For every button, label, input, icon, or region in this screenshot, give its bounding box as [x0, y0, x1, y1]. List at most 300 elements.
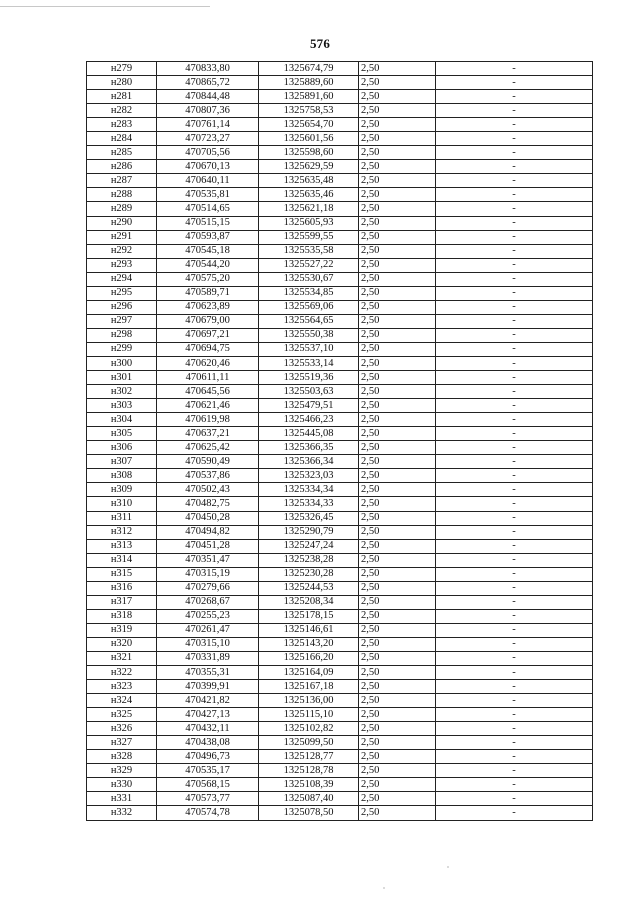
point-id-cell: н306: [87, 441, 157, 455]
accuracy-cell: 2,50: [359, 342, 436, 356]
accuracy-cell: 2,50: [359, 736, 436, 750]
accuracy-cell: 2,50: [359, 511, 436, 525]
point-id-cell: н330: [87, 778, 157, 792]
note-cell: -: [436, 132, 593, 146]
x-coordinate-cell: 470670,13: [157, 160, 259, 174]
x-coordinate-cell: 470568,15: [157, 778, 259, 792]
x-coordinate-cell: 470535,81: [157, 188, 259, 202]
x-coordinate-cell: 470438,08: [157, 736, 259, 750]
x-coordinate-cell: 470494,82: [157, 525, 259, 539]
point-id-cell: н317: [87, 595, 157, 609]
y-coordinate-cell: 1325146,61: [259, 623, 359, 637]
table-row: [87, 286, 593, 300]
y-coordinate-cell: 1325537,10: [259, 342, 359, 356]
accuracy-cell: 2,50: [359, 385, 436, 399]
point-id-cell: н323: [87, 680, 157, 694]
y-coordinate-cell: 1325889,60: [259, 76, 359, 90]
point-id-cell: н302: [87, 385, 157, 399]
note-cell: -: [436, 328, 593, 342]
table-row: [87, 427, 593, 441]
accuracy-cell: 2,50: [359, 202, 436, 216]
x-coordinate-cell: 470637,21: [157, 427, 259, 441]
x-coordinate-cell: 470261,47: [157, 623, 259, 637]
point-id-cell: н287: [87, 174, 157, 188]
x-coordinate-cell: 470611,11: [157, 371, 259, 385]
accuracy-cell: 2,50: [359, 680, 436, 694]
accuracy-cell: 2,50: [359, 623, 436, 637]
table-row: [87, 609, 593, 623]
note-cell: -: [436, 694, 593, 708]
y-coordinate-cell: 1325247,24: [259, 539, 359, 553]
note-cell: -: [436, 413, 593, 427]
accuracy-cell: 2,50: [359, 356, 436, 370]
accuracy-cell: 2,50: [359, 76, 436, 90]
y-coordinate-cell: 1325530,67: [259, 272, 359, 286]
y-coordinate-cell: 1325128,77: [259, 750, 359, 764]
x-coordinate-cell: 470432,11: [157, 722, 259, 736]
table-row: [87, 623, 593, 637]
accuracy-cell: 2,50: [359, 427, 436, 441]
y-coordinate-cell: 1325534,85: [259, 286, 359, 300]
table-row: [87, 356, 593, 370]
note-cell: -: [436, 441, 593, 455]
point-id-cell: н331: [87, 792, 157, 806]
point-id-cell: н297: [87, 314, 157, 328]
x-coordinate-cell: 470451,28: [157, 539, 259, 553]
table-row: [87, 413, 593, 427]
y-coordinate-cell: 1325167,18: [259, 680, 359, 694]
accuracy-cell: 2,50: [359, 62, 436, 76]
table-row: [87, 399, 593, 413]
table-row: [87, 708, 593, 722]
table-row: [87, 118, 593, 132]
y-coordinate-cell: 1325635,46: [259, 188, 359, 202]
accuracy-cell: 2,50: [359, 104, 436, 118]
x-coordinate-cell: 470315,19: [157, 567, 259, 581]
x-coordinate-cell: 470355,31: [157, 666, 259, 680]
x-coordinate-cell: 470705,56: [157, 146, 259, 160]
note-cell: -: [436, 399, 593, 413]
x-coordinate-cell: 470620,46: [157, 356, 259, 370]
x-coordinate-cell: 470589,71: [157, 286, 259, 300]
y-coordinate-cell: 1325674,79: [259, 62, 359, 76]
y-coordinate-cell: 1325564,65: [259, 314, 359, 328]
point-id-cell: н289: [87, 202, 157, 216]
point-id-cell: н296: [87, 300, 157, 314]
accuracy-cell: 2,50: [359, 132, 436, 146]
accuracy-cell: 2,50: [359, 581, 436, 595]
y-coordinate-cell: 1325115,10: [259, 708, 359, 722]
x-coordinate-cell: 470399,91: [157, 680, 259, 694]
y-coordinate-cell: 1325598,60: [259, 146, 359, 160]
y-coordinate-cell: 1325466,23: [259, 413, 359, 427]
accuracy-cell: 2,50: [359, 118, 436, 132]
y-coordinate-cell: 1325099,50: [259, 736, 359, 750]
point-id-cell: н291: [87, 230, 157, 244]
note-cell: -: [436, 525, 593, 539]
x-coordinate-cell: 470593,87: [157, 230, 259, 244]
table-row: [87, 188, 593, 202]
table-row: [87, 371, 593, 385]
x-coordinate-cell: 470351,47: [157, 553, 259, 567]
x-coordinate-cell: 470623,89: [157, 300, 259, 314]
x-coordinate-cell: 470807,36: [157, 104, 259, 118]
accuracy-cell: 2,50: [359, 553, 436, 567]
x-coordinate-cell: 470537,86: [157, 469, 259, 483]
accuracy-cell: 2,50: [359, 651, 436, 665]
table-row: [87, 750, 593, 764]
x-coordinate-cell: 470574,78: [157, 806, 259, 820]
table-row: [87, 778, 593, 792]
note-cell: -: [436, 371, 593, 385]
note-cell: -: [436, 651, 593, 665]
table-row: [87, 328, 593, 342]
x-coordinate-cell: 470427,13: [157, 708, 259, 722]
x-coordinate-cell: 470515,15: [157, 216, 259, 230]
note-cell: -: [436, 146, 593, 160]
table-row: [87, 764, 593, 778]
point-id-cell: н314: [87, 553, 157, 567]
note-cell: -: [436, 511, 593, 525]
table-row: [87, 160, 593, 174]
table-row: [87, 258, 593, 272]
note-cell: -: [436, 202, 593, 216]
accuracy-cell: 2,50: [359, 244, 436, 258]
scan-top-rule: [0, 6, 210, 7]
note-cell: -: [436, 806, 593, 820]
accuracy-cell: 2,50: [359, 525, 436, 539]
accuracy-cell: 2,50: [359, 539, 436, 553]
accuracy-cell: 2,50: [359, 666, 436, 680]
accuracy-cell: 2,50: [359, 497, 436, 511]
y-coordinate-cell: 1325527,22: [259, 258, 359, 272]
note-cell: -: [436, 553, 593, 567]
y-coordinate-cell: 1325128,78: [259, 764, 359, 778]
note-cell: -: [436, 258, 593, 272]
note-cell: -: [436, 118, 593, 132]
table-row: [87, 637, 593, 651]
note-cell: -: [436, 300, 593, 314]
y-coordinate-cell: 1325445,08: [259, 427, 359, 441]
accuracy-cell: 2,50: [359, 637, 436, 651]
x-coordinate-cell: 470723,27: [157, 132, 259, 146]
y-coordinate-cell: 1325605,93: [259, 216, 359, 230]
x-coordinate-cell: 470496,73: [157, 750, 259, 764]
x-coordinate-cell: 470625,42: [157, 441, 259, 455]
point-id-cell: н322: [87, 666, 157, 680]
table-row: [87, 202, 593, 216]
x-coordinate-cell: 470279,66: [157, 581, 259, 595]
point-id-cell: н305: [87, 427, 157, 441]
point-id-cell: н325: [87, 708, 157, 722]
accuracy-cell: 2,50: [359, 764, 436, 778]
note-cell: -: [436, 90, 593, 104]
y-coordinate-cell: 1325087,40: [259, 792, 359, 806]
note-cell: -: [436, 567, 593, 581]
x-coordinate-cell: 470315,10: [157, 637, 259, 651]
point-id-cell: н286: [87, 160, 157, 174]
accuracy-cell: 2,50: [359, 160, 436, 174]
accuracy-cell: 2,50: [359, 806, 436, 820]
table-row: [87, 90, 593, 104]
point-id-cell: н316: [87, 581, 157, 595]
point-id-cell: н321: [87, 651, 157, 665]
point-id-cell: н308: [87, 469, 157, 483]
y-coordinate-cell: 1325290,79: [259, 525, 359, 539]
accuracy-cell: 2,50: [359, 188, 436, 202]
x-coordinate-cell: 470833,80: [157, 62, 259, 76]
note-cell: -: [436, 76, 593, 90]
table-row: [87, 244, 593, 258]
x-coordinate-cell: 470679,00: [157, 314, 259, 328]
y-coordinate-cell: 1325238,28: [259, 553, 359, 567]
y-coordinate-cell: 1325533,14: [259, 356, 359, 370]
x-coordinate-cell: 470694,75: [157, 342, 259, 356]
note-cell: -: [436, 469, 593, 483]
table-row: [87, 651, 593, 665]
y-coordinate-cell: 1325621,18: [259, 202, 359, 216]
table-row: [87, 511, 593, 525]
x-coordinate-cell: 470844,48: [157, 90, 259, 104]
x-coordinate-cell: 470502,43: [157, 483, 259, 497]
y-coordinate-cell: 1325326,45: [259, 511, 359, 525]
table-row: [87, 314, 593, 328]
note-cell: -: [436, 680, 593, 694]
note-cell: -: [436, 356, 593, 370]
accuracy-cell: 2,50: [359, 595, 436, 609]
table-row: [87, 342, 593, 356]
point-id-cell: н329: [87, 764, 157, 778]
note-cell: -: [436, 708, 593, 722]
accuracy-cell: 2,50: [359, 441, 436, 455]
table-row: [87, 666, 593, 680]
accuracy-cell: 2,50: [359, 174, 436, 188]
note-cell: -: [436, 188, 593, 202]
note-cell: -: [436, 666, 593, 680]
table-row: [87, 806, 593, 820]
point-id-cell: н298: [87, 328, 157, 342]
y-coordinate-cell: 1325102,82: [259, 722, 359, 736]
note-cell: -: [436, 174, 593, 188]
y-coordinate-cell: 1325654,70: [259, 118, 359, 132]
point-id-cell: н318: [87, 609, 157, 623]
y-coordinate-cell: 1325323,03: [259, 469, 359, 483]
x-coordinate-cell: 470450,28: [157, 511, 259, 525]
accuracy-cell: 2,50: [359, 750, 436, 764]
table-row: [87, 539, 593, 553]
accuracy-cell: 2,50: [359, 272, 436, 286]
table-row: [87, 216, 593, 230]
x-coordinate-cell: 470421,82: [157, 694, 259, 708]
x-coordinate-cell: 470621,46: [157, 399, 259, 413]
point-id-cell: н313: [87, 539, 157, 553]
scan-speck: [447, 866, 449, 868]
note-cell: -: [436, 286, 593, 300]
y-coordinate-cell: 1325479,51: [259, 399, 359, 413]
y-coordinate-cell: 1325244,53: [259, 581, 359, 595]
point-id-cell: н326: [87, 722, 157, 736]
y-coordinate-cell: 1325334,34: [259, 483, 359, 497]
note-cell: -: [436, 427, 593, 441]
note-cell: -: [436, 623, 593, 637]
accuracy-cell: 2,50: [359, 722, 436, 736]
y-coordinate-cell: 1325599,55: [259, 230, 359, 244]
table-row: [87, 595, 593, 609]
point-id-cell: н279: [87, 62, 157, 76]
note-cell: -: [436, 272, 593, 286]
y-coordinate-cell: 1325164,09: [259, 666, 359, 680]
x-coordinate-cell: 470535,17: [157, 764, 259, 778]
accuracy-cell: 2,50: [359, 469, 436, 483]
table-row: [87, 792, 593, 806]
note-cell: -: [436, 497, 593, 511]
y-coordinate-cell: 1325108,39: [259, 778, 359, 792]
y-coordinate-cell: 1325629,59: [259, 160, 359, 174]
note-cell: -: [436, 609, 593, 623]
table-row: [87, 441, 593, 455]
table-row: [87, 174, 593, 188]
accuracy-cell: 2,50: [359, 314, 436, 328]
y-coordinate-cell: 1325166,20: [259, 651, 359, 665]
accuracy-cell: 2,50: [359, 792, 436, 806]
x-coordinate-cell: 470331,89: [157, 651, 259, 665]
x-coordinate-cell: 470514,65: [157, 202, 259, 216]
y-coordinate-cell: 1325136,00: [259, 694, 359, 708]
note-cell: -: [436, 104, 593, 118]
y-coordinate-cell: 1325519,36: [259, 371, 359, 385]
table-row: [87, 497, 593, 511]
point-id-cell: н310: [87, 497, 157, 511]
y-coordinate-cell: 1325891,60: [259, 90, 359, 104]
point-id-cell: н307: [87, 455, 157, 469]
point-id-cell: н280: [87, 76, 157, 90]
point-id-cell: н283: [87, 118, 157, 132]
point-id-cell: н319: [87, 623, 157, 637]
table-row: [87, 76, 593, 90]
table-row: [87, 581, 593, 595]
table-row: [87, 694, 593, 708]
note-cell: -: [436, 62, 593, 76]
x-coordinate-cell: 470545,18: [157, 244, 259, 258]
table-row: [87, 385, 593, 399]
accuracy-cell: 2,50: [359, 708, 436, 722]
y-coordinate-cell: 1325366,34: [259, 455, 359, 469]
note-cell: -: [436, 764, 593, 778]
accuracy-cell: 2,50: [359, 483, 436, 497]
point-id-cell: н327: [87, 736, 157, 750]
note-cell: -: [436, 385, 593, 399]
y-coordinate-cell: 1325635,48: [259, 174, 359, 188]
x-coordinate-cell: 470573,77: [157, 792, 259, 806]
x-coordinate-cell: 470482,75: [157, 497, 259, 511]
point-id-cell: н311: [87, 511, 157, 525]
table-row: [87, 722, 593, 736]
table-row: [87, 146, 593, 160]
table-row: [87, 680, 593, 694]
accuracy-cell: 2,50: [359, 230, 436, 244]
accuracy-cell: 2,50: [359, 609, 436, 623]
table-row: [87, 230, 593, 244]
accuracy-cell: 2,50: [359, 455, 436, 469]
point-id-cell: н301: [87, 371, 157, 385]
y-coordinate-cell: 1325230,28: [259, 567, 359, 581]
point-id-cell: н290: [87, 216, 157, 230]
page-number: 576: [309, 36, 331, 51]
accuracy-cell: 2,50: [359, 90, 436, 104]
table-row: [87, 62, 593, 76]
note-cell: -: [436, 778, 593, 792]
scan-speck: [383, 887, 385, 889]
point-id-cell: н294: [87, 272, 157, 286]
point-id-cell: н315: [87, 567, 157, 581]
table-row: [87, 553, 593, 567]
accuracy-cell: 2,50: [359, 567, 436, 581]
point-id-cell: н328: [87, 750, 157, 764]
table-row: [87, 525, 593, 539]
note-cell: -: [436, 736, 593, 750]
table-row: [87, 272, 593, 286]
note-cell: -: [436, 792, 593, 806]
table-row: [87, 132, 593, 146]
point-id-cell: н300: [87, 356, 157, 370]
x-coordinate-cell: 470590,49: [157, 455, 259, 469]
table-row: [87, 483, 593, 497]
note-cell: -: [436, 637, 593, 651]
table-row: [87, 567, 593, 581]
point-id-cell: н324: [87, 694, 157, 708]
x-coordinate-cell: 470761,14: [157, 118, 259, 132]
x-coordinate-cell: 470697,21: [157, 328, 259, 342]
y-coordinate-cell: 1325078,50: [259, 806, 359, 820]
point-id-cell: н303: [87, 399, 157, 413]
point-id-cell: н309: [87, 483, 157, 497]
x-coordinate-cell: 470268,67: [157, 595, 259, 609]
x-coordinate-cell: 470865,72: [157, 76, 259, 90]
y-coordinate-cell: 1325143,20: [259, 637, 359, 651]
y-coordinate-cell: 1325550,38: [259, 328, 359, 342]
y-coordinate-cell: 1325569,06: [259, 300, 359, 314]
note-cell: -: [436, 314, 593, 328]
point-id-cell: н284: [87, 132, 157, 146]
note-cell: -: [436, 483, 593, 497]
point-id-cell: н292: [87, 244, 157, 258]
point-id-cell: н332: [87, 806, 157, 820]
y-coordinate-cell: 1325178,15: [259, 609, 359, 623]
accuracy-cell: 2,50: [359, 216, 436, 230]
x-coordinate-cell: 470619,98: [157, 413, 259, 427]
point-id-cell: н285: [87, 146, 157, 160]
point-id-cell: н281: [87, 90, 157, 104]
x-coordinate-cell: 470645,56: [157, 385, 259, 399]
accuracy-cell: 2,50: [359, 413, 436, 427]
accuracy-cell: 2,50: [359, 300, 436, 314]
table-row: [87, 469, 593, 483]
note-cell: -: [436, 750, 593, 764]
point-id-cell: н288: [87, 188, 157, 202]
y-coordinate-cell: 1325503,63: [259, 385, 359, 399]
note-cell: -: [436, 595, 593, 609]
accuracy-cell: 2,50: [359, 286, 436, 300]
y-coordinate-cell: 1325208,34: [259, 595, 359, 609]
point-id-cell: н295: [87, 286, 157, 300]
y-coordinate-cell: 1325334,33: [259, 497, 359, 511]
note-cell: -: [436, 160, 593, 174]
accuracy-cell: 2,50: [359, 258, 436, 272]
y-coordinate-cell: 1325366,35: [259, 441, 359, 455]
x-coordinate-cell: 470255,23: [157, 609, 259, 623]
x-coordinate-cell: 470640,11: [157, 174, 259, 188]
y-coordinate-cell: 1325758,53: [259, 104, 359, 118]
